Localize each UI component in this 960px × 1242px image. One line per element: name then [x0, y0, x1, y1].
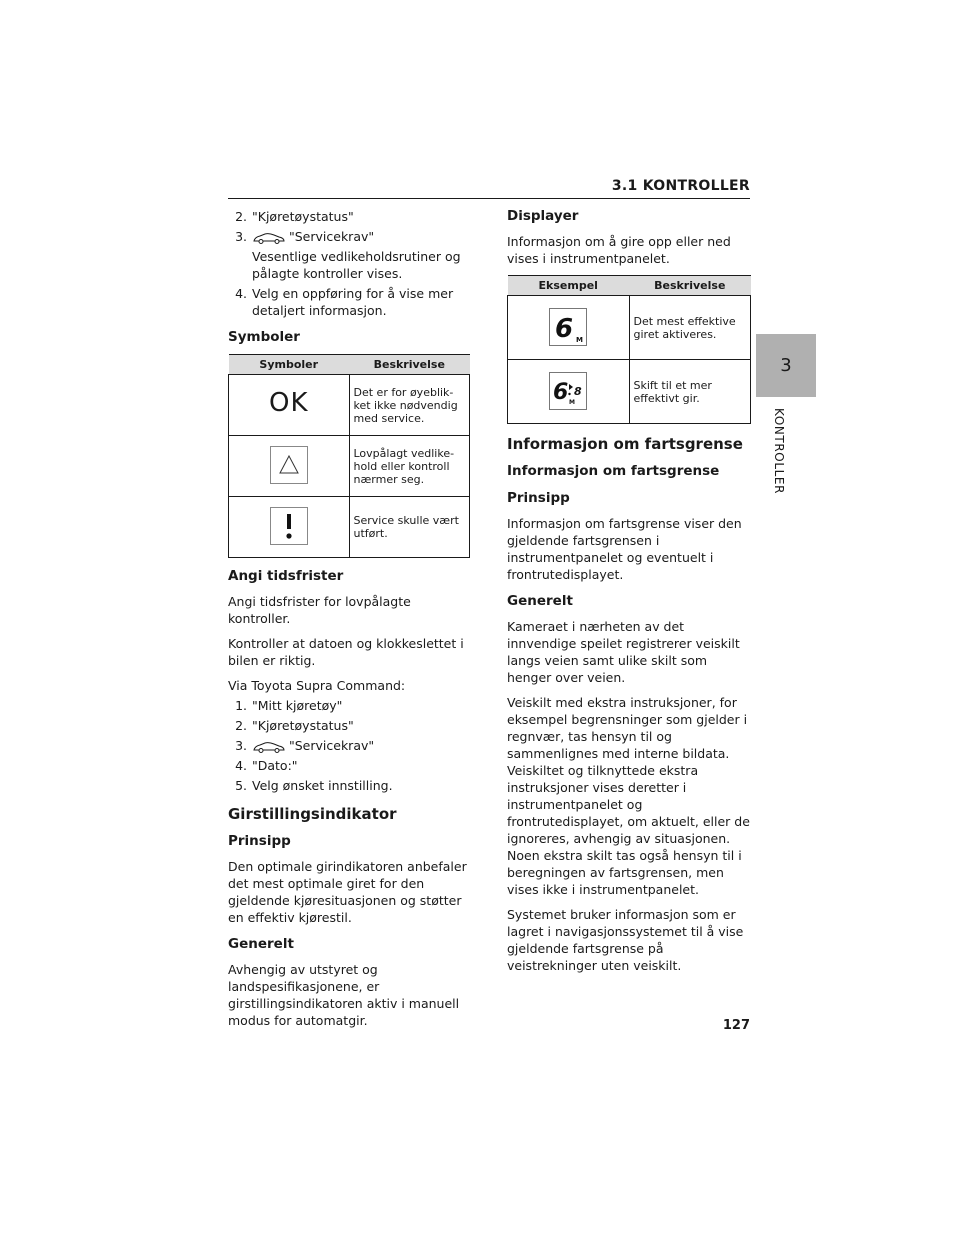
column-header: Eksempel [508, 276, 630, 296]
right-column [507, 208, 751, 982]
gear-indicator-icon [549, 308, 587, 346]
step-description: Vesentlige vedlikeholdsrutiner og pålagte kontroller vises. [252, 249, 461, 281]
gear-shift-indicator-icon [549, 372, 587, 410]
list-number: 2. [235, 209, 247, 224]
list-text: "Dato:" [252, 758, 298, 773]
subsection-heading: Prinsipp [228, 833, 291, 849]
list-text: Velg ønsket innstilling. [252, 778, 393, 793]
paragraph: Angi tidsfrister for lovpålagte kontroller. [228, 594, 411, 626]
list-item [233, 208, 470, 225]
exclamation-icon [270, 507, 308, 545]
paragraph: Veiskilt med ekstra instruksjoner, for eksempel begrensninger som gjelder i regnvær, tas hensyn til og sammenlignes med interne bildata. Veiskiltet og tilknyttede ekstra instruksjoner vises deretter i instrumentpanelet og frontrutedisplayet, om aktuelt, eller de ignoreres, avhengig av situasjonen. Noen ekstra skilt tas også hensyn til i beregningen av fartsgrensen, men vises ikke i instrumentpanelet. [507, 695, 750, 897]
list-item [233, 777, 470, 794]
subsection-heading: Informasjon om fartsgrense [507, 463, 720, 479]
table-cell: Service skulle vært utført. [349, 497, 470, 558]
symbol-table [228, 354, 470, 558]
column-header: Symboler [229, 355, 350, 375]
table-row [508, 360, 751, 424]
list-number: 1. [235, 698, 247, 713]
list-text: "Kjøretøystatus" [252, 209, 354, 224]
list-number: 2. [235, 718, 247, 733]
section-heading: Angi tidsfrister [228, 568, 344, 584]
column-header: Beskrivelse [629, 276, 751, 296]
list-text: "Servicekrav" [289, 738, 375, 753]
paragraph: Den optimale girindikatoren anbefaler det mest optimale giret for den gjeldende kjøresituasjonen og støtter en effektiv kjørestil. [228, 859, 467, 925]
list-number: 3. [235, 738, 247, 753]
subsection-heading: Generelt [228, 936, 294, 952]
table-row [508, 296, 751, 360]
list-number: 5. [235, 778, 247, 793]
svg-text:6: 6 [553, 379, 569, 405]
svg-text:6: 6 [555, 313, 574, 344]
list-number: 3. [235, 229, 247, 244]
chapter-label: KONTROLLER [772, 408, 786, 495]
subsection-heading: Generelt [507, 593, 573, 609]
list-item [233, 757, 470, 774]
table-cell: Det er for øyeblik-ket ikke nødvendig med service. [349, 375, 470, 436]
list-number: 4. [235, 758, 247, 773]
section-heading: Informasjon om fartsgrense [507, 435, 743, 453]
list-number: 4. [235, 286, 247, 301]
table-row [229, 497, 470, 558]
table-cell: Skift til et mer effektivt gir. [629, 360, 751, 424]
list-text: "Servicekrav" [289, 229, 375, 244]
chapter-tab [756, 334, 816, 397]
list-text: "Mitt kjøretøy" [252, 698, 343, 713]
header-rule [228, 198, 750, 199]
list-item [233, 717, 470, 734]
svg-text:M: M [569, 398, 576, 406]
table-row [229, 375, 470, 436]
list-item [233, 228, 470, 245]
paragraph: Kameraet i nærheten av det innvendige speilet registrerer veiskilt langs veien samt ulike skilt som henger over veien. [507, 619, 740, 685]
list-item [233, 697, 470, 714]
triangle-icon [270, 446, 308, 484]
list-text: Velg en oppføring for å vise mer detaljert informasjon. [252, 286, 454, 318]
subsection-heading: Prinsipp [507, 490, 570, 506]
section-heading: Symboler [228, 329, 300, 345]
column-header: Beskrivelse [349, 355, 470, 375]
list-text: "Kjøretøystatus" [252, 718, 354, 733]
car-icon [252, 232, 286, 244]
ok-symbol: OK [268, 387, 309, 418]
table-row [229, 436, 470, 497]
section-header: 3.1 KONTROLLER [611, 178, 750, 194]
svg-text:8: 8 [574, 384, 582, 398]
section-heading: Displayer [507, 208, 579, 224]
chapter-number: 3 [780, 355, 792, 376]
paragraph: Kontroller at datoen og klokkeslettet i bilen er riktig. [228, 636, 464, 668]
left-column [228, 208, 470, 1037]
car-icon [252, 741, 286, 753]
table-cell: Det mest effektive giret aktiveres. [629, 296, 751, 360]
gear-table [507, 275, 751, 424]
paragraph: Systemet bruker informasjon som er lagret i navigasjonssystemet til å vise gjeldende fartsgrense på veistrekninger uten veiskilt. [507, 907, 744, 973]
table-cell: Lovpålagt vedlike-hold eller kontroll nærmer seg. [349, 436, 470, 497]
paragraph: Avhengig av utstyret og landspesifikasjonene, er girstillingsindikatoren aktiv i manuell modus for automatgir. [228, 962, 460, 1028]
list-item [233, 285, 470, 319]
list-item [233, 737, 470, 754]
section-heading: Girstillingsindikator [228, 805, 397, 823]
svg-text:M: M [576, 335, 584, 344]
paragraph: Informasjon om fartsgrense viser den gjeldende fartsgrensen i instrumentpanelet og eventuelt i frontrutedisplayet. [507, 516, 742, 582]
page-number: 127 [722, 1018, 750, 1033]
paragraph: Via Toyota Supra Command: [228, 678, 406, 693]
paragraph: Informasjon om å gire opp eller ned vises i instrumentpanelet. [507, 234, 731, 266]
